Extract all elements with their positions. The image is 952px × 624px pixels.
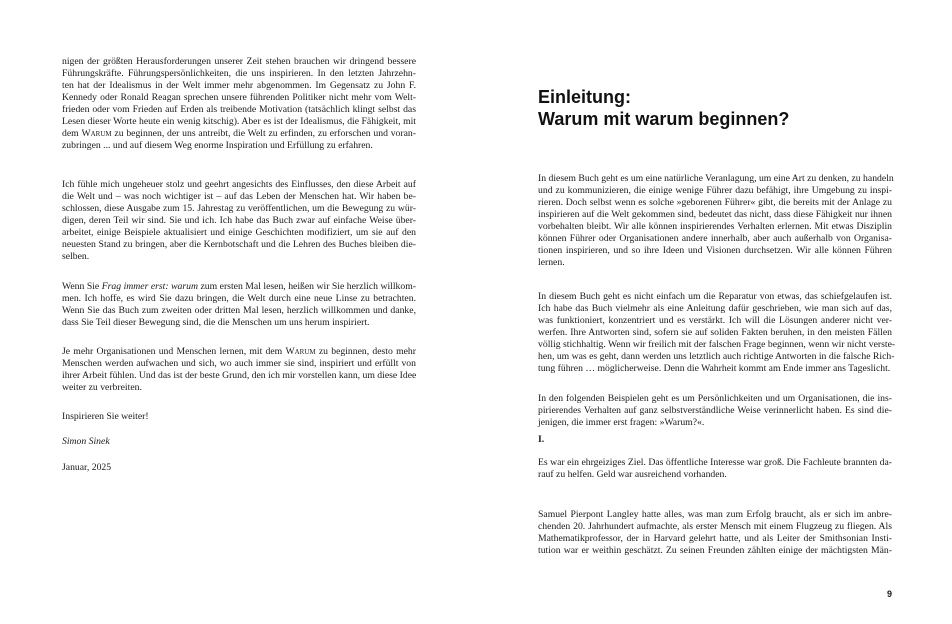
text-segment: Wenn Sie	[62, 281, 102, 292]
text-line: neuesten Stand zu bringen, aber die Kernbotschaft und die Lehren des Buches bleiben die-	[62, 239, 416, 250]
text-line	[538, 434, 892, 446]
paragraph	[538, 434, 892, 446]
text-line: zubringen ... und auf diesem Weg enorme Inspiration und Erfüllung zu erfahren.	[62, 140, 373, 151]
text-line: inspirieren auf die Welt gekommen sind, bedeutet das nicht, dass diese Fähigkeit nur ihnen	[538, 209, 892, 220]
paragraph	[62, 281, 416, 329]
text-line: die Welt und – was noch wichtiger ist – auf das Leben der Menschen hat. Wir haben be-	[62, 191, 416, 202]
paragraph	[62, 436, 416, 448]
text-line: tung führen … möglicherweise. Denn die Wahrheit kommt am Ende immer ans Tageslicht.	[538, 363, 891, 374]
text-line: Es war ein ehrgeiziges Ziel. Das öffentliche Interesse war groß. Die Fachleute brannten da-	[538, 457, 892, 468]
text-line: Kennedy oder Ronald Reagan sprechen unsere führenden Politiker nicht mehr vom Welt-	[62, 92, 416, 103]
text-line: dass Sie Teil dieser Bewegung sind, die die Menschen um uns herum inspiriert.	[62, 317, 370, 328]
text-line	[62, 281, 416, 293]
text-line: tution war er weithin geschätzt. Zu seinen Freunden zählten einige der mächtigsten Män-	[538, 545, 892, 556]
text-segment: zum ersten Mal lesen, heißen wir Sie herzlich willkom-	[198, 281, 416, 292]
text-line: vorbehalten bleibt. Wir alle können inspirierendes Verhalten erlernen. Mit etwas Disziplin	[538, 221, 892, 232]
text-line: digen, deren Teil wir sind. Sie und ich. Ich habe das Buch zwar auf einfache Weise über-	[62, 215, 416, 226]
text-segment: Je mehr Organisationen und Menschen lernen, mit dem	[62, 346, 286, 357]
paragraph	[62, 179, 416, 263]
text-line: tionen inspirieren, und so ihre Ideen und Visionen durchsetzen. Wir alle können Führen	[538, 245, 892, 256]
text-line: hen, um was es geht, dann werden uns letztlich auch richtige Antworten in die falsche Rich-	[538, 351, 895, 362]
text-line: Januar, 2025	[62, 462, 112, 473]
text-line: frieden oder vom Frieden auf Erden als treibende Motivation (tatsächlich klingt selbst das	[62, 104, 416, 115]
paragraph	[62, 56, 416, 152]
text-line: In den folgenden Beispielen geht es um Persönlichkeiten und um Organisationen, die ins-	[538, 393, 892, 404]
text-line: men. Ich hoffe, es wird Sie dazu bringen, die Welt durch eine neue Linse zu betrachten.	[62, 293, 416, 304]
paragraph	[538, 393, 892, 429]
text-line: In diesem Buch geht es um eine natürliche Veranlagung, um eine Art zu denken, zu handeln	[538, 173, 894, 184]
text-line: lernen.	[538, 257, 565, 268]
text-line	[62, 128, 416, 140]
paragraph	[538, 457, 892, 481]
text-line: Menschen werden aufwachen und sich, wo auch immer sie sind, inspiriert und erfüllt von	[62, 358, 416, 369]
text-line: schlossen, diese Ausgabe zum 15. Jahrestag zu veröffentlichen, um die Bewegung zu wür-	[62, 203, 416, 214]
text-line: völlig stichhaltig. Wenn wir freilich mit der falschen Frage beginnen, wenn wir nicht verste-	[538, 339, 896, 350]
text-line: Lesen dieser Worte heute ein wenig kitschig). Aber es ist der Idealismus, die Fähigkeit, mit	[62, 116, 416, 127]
italic-text: Simon Sinek	[62, 436, 110, 447]
text-line: Führungskräfte. Führungspersönlichkeiten, die uns inspirieren. In den letzten Jahrzehn-	[62, 68, 416, 79]
text-segment: dem	[62, 128, 82, 139]
text-line: rieren. Doch selbst wenn es solche »geborenen Führer« gibt, die bereits mit der Anlage zu	[538, 197, 892, 208]
paragraph	[62, 346, 416, 394]
text-line: Mathematikprofessor, der in Harvard gelehrt hatte, und als Leiter der Smithsonian Insti-	[538, 533, 892, 544]
text-line: ten hat der Idealismus in der Welt immer mehr abgenommen. Im Gegensatz zu John F.	[62, 80, 416, 91]
text-line: In diesem Buch geht es nicht einfach um die Reparatur von etwas, das schiefgelaufen ist.	[538, 291, 892, 302]
text-line: was funktioniert, konzentriert und es verstärkt. Ich will die Lösungen anderer nicht ver-	[538, 315, 892, 326]
text-line: und zu kommunizieren, die einige wenige Führer dazu befähigt, ihre Umgebung zu inspi-	[538, 185, 892, 196]
text-line: weiter zu verbreiten.	[62, 382, 142, 393]
chapter-heading-line: Warum mit warum beginnen?	[538, 109, 790, 129]
paragraph	[62, 411, 416, 423]
italic-text: Frag immer erst: warum	[101, 281, 198, 292]
text-line: chenden 20. Jahrhundert aufmachte, als erster Mensch mit einem Flugzeug zu fliegen. Als	[538, 521, 892, 532]
paragraph	[62, 462, 416, 474]
text-line: ihrer Arbeit fühlen. Und das ist der beste Grund, den ich mir vorstellen kann, um diese Idee	[62, 370, 417, 381]
paragraph	[538, 173, 892, 269]
text-segment: zu beginnen, desto mehr	[315, 346, 416, 357]
chapter-heading-line: Einleitung:	[538, 87, 631, 107]
text-line: Inspirieren Sie weiter!	[62, 411, 149, 422]
text-segment: zu beginnen, der uns antreibt, die Welt zu erfinden, zu erforschen und voran-	[111, 128, 416, 139]
text-line: Ich habe das Buch vielmehr als eine Anleitung dafür geschrieben, wie man sich auf das,	[538, 303, 892, 314]
right-page	[476, 0, 952, 624]
text-line: Wenn Sie das Buch zum zweiten oder dritten Mal lesen, herzlich willkommen und danke,	[62, 305, 416, 316]
paragraph	[538, 291, 896, 375]
text-line: Samuel Pierpont Langley hatte alles, was man zum Erfolg braucht, als er sich im anbre-	[538, 509, 892, 520]
text-line	[62, 436, 416, 448]
text-line: können Führer oder Organisationen andere innerhalb, aber auch außerhalb von Organisa-	[538, 233, 892, 244]
text-line	[62, 346, 416, 358]
text-line: pirierendes Verhalten auf ganz selbstverständliche Weise verinnerlicht haben. Es sind die-	[538, 405, 892, 416]
text-line: arbeitet, einige Beispiele aktualisiert und einige Geschichten modifiziert, um sie auf den	[62, 227, 416, 238]
page-number: 9	[886, 589, 892, 599]
small-caps-text: Warum	[81, 128, 112, 139]
section-number: I.	[538, 434, 545, 445]
chapter-heading	[538, 86, 789, 130]
text-line: jenigen, die immer erst fragen: »Warum?«.	[538, 417, 705, 428]
text-line: nigen der größten Herausforderungen unserer Zeit stehen brauchen wir dringend bessere	[62, 56, 416, 67]
text-line: Ich fühle mich ungeheuer stolz und geehrt angesichts des Einflusses, den diese Arbeit auf	[62, 179, 416, 190]
text-line: rauf zu helfen. Geld war ausreichend vorhanden.	[538, 469, 727, 480]
text-line: selben.	[62, 251, 90, 262]
paragraph	[538, 509, 892, 557]
text-line: werfen. Ihre Antworten sind, sofern sie auf soliden Fakten beruhen, in den meisten Fällen	[538, 327, 892, 338]
small-caps-text: Warum	[285, 346, 316, 357]
